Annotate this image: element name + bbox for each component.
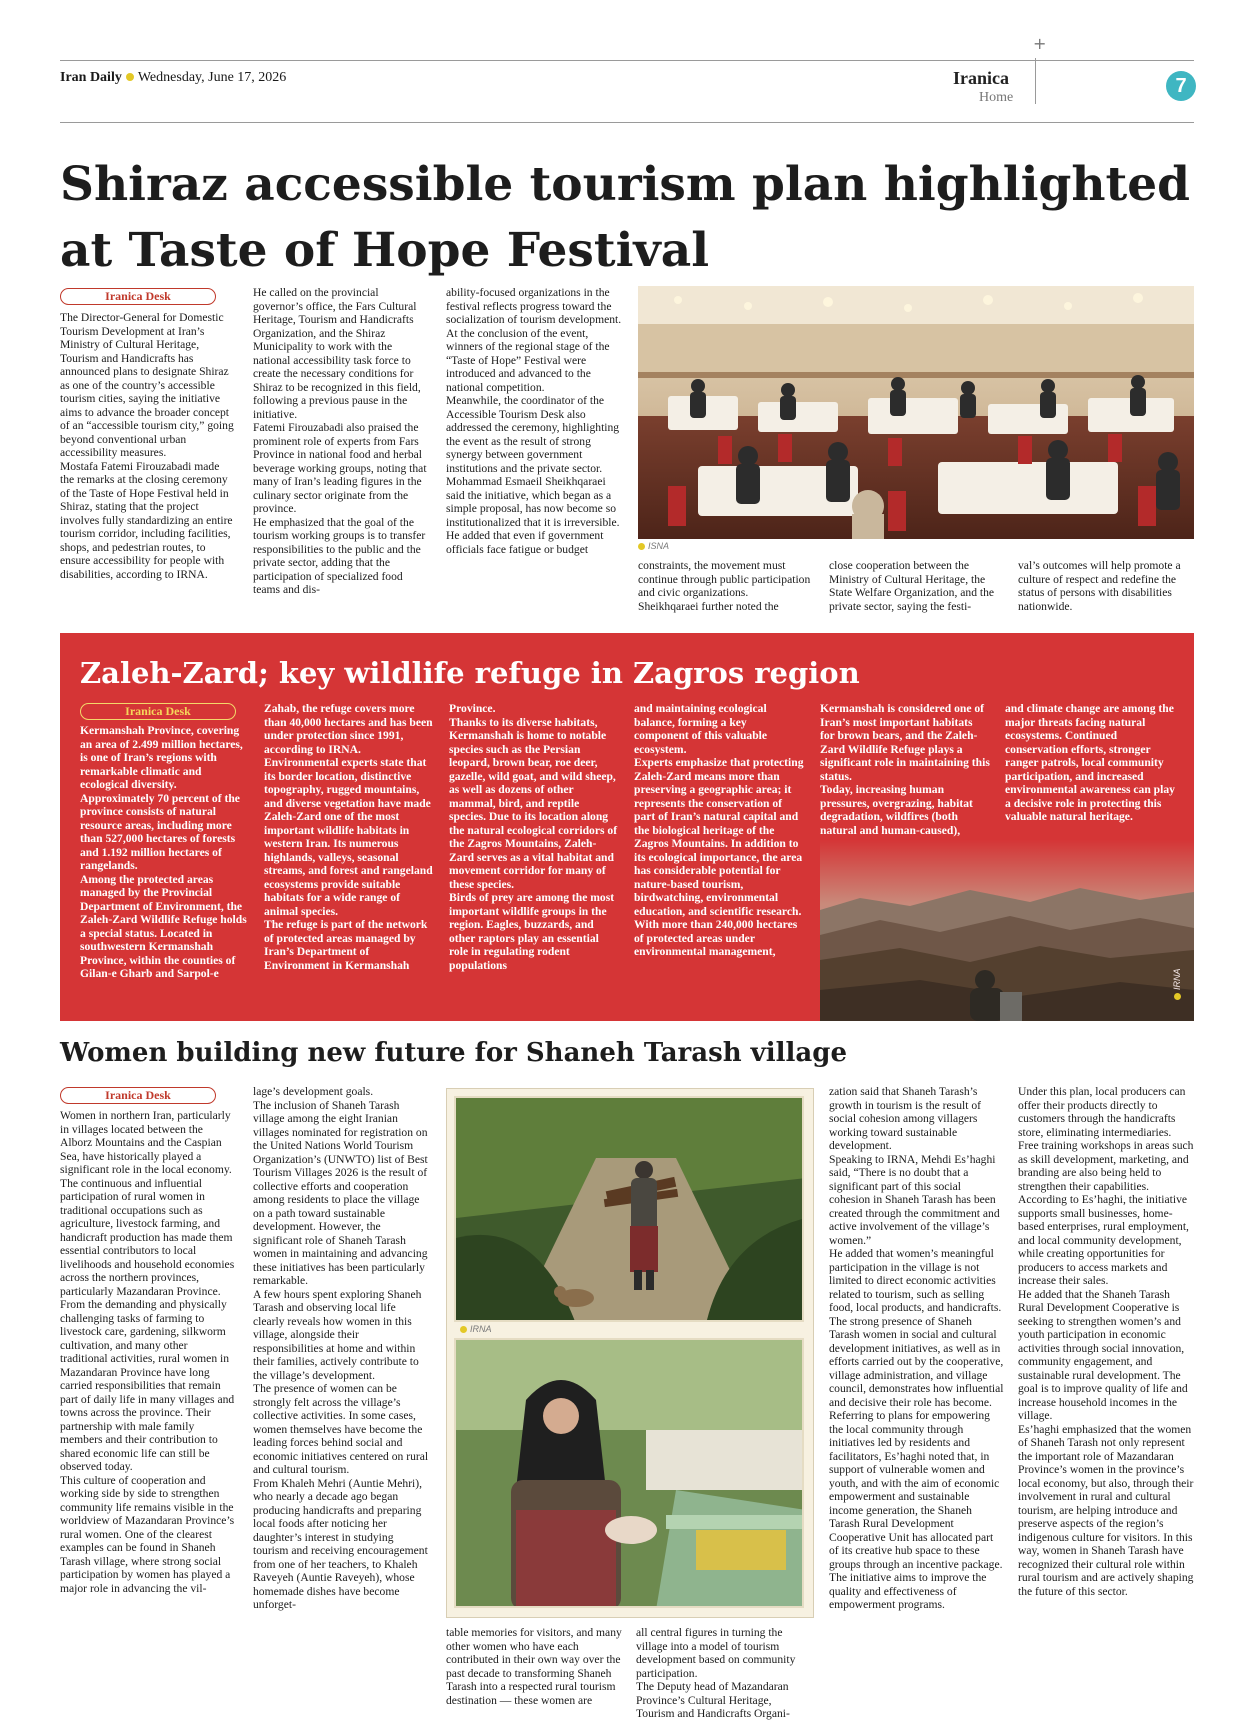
paragraph: From the demanding and physically challenging tasks of farming to livestock care, gardening, silkworm cultivation, and many other traditional activities, rural women in Mazandaran Province have long carried responsibilities that remain part of daily life in many villages and towns across the province. Their partnership with male family members and their contribution to shared economic life can still be observed today. <box>60 1298 235 1473</box>
paragraph: ability-focused organizations in the festival reflects progress toward the socialization of tourism development. <box>446 286 622 326</box>
paragraph: Mohammad Esmaeil Sheikhqaraei said the initiative, which began as a simple proposal, has now become so institutionalized that it is irreversible. <box>446 475 620 529</box>
paragraph: Zahab, the refuge covers more than 40,000 hectares and has been under protection since 1991, according to IRNA. <box>264 702 433 756</box>
woman-preparing-food-photo <box>454 1338 804 1608</box>
article2-column-6 <box>1005 702 1175 824</box>
mountain-landscape-illustration <box>820 840 1194 1021</box>
paragraph: He added that the Shaneh Tarash Rural Development Cooperative is seeking to strengthen women’s and youth participation in economic activities through social innovation, community engagement, and sustainable rural development. The goal is to improve quality of life and increase household incomes in the village. <box>1018 1287 1188 1422</box>
paragraph: The inclusion of Shaneh Tarash village among the eight Iranian villages nominated for registration on the United Nations World Tourism Organization’s (UNWTO) list of Best Tourism Villages 2026 is the result of collective efforts and cooperation among residents to place the village on a path toward sustainable development. However, the significant role of Shaneh Tarash women in maintaining and advancing these initiatives has been particularly remarkable. <box>253 1098 428 1287</box>
paragraph: val’s outcomes will help promote a culture of respect and redefine the status of persons with disabilities nationwide. <box>1018 559 1181 613</box>
top-rule <box>60 60 1194 61</box>
masthead-divider <box>1035 58 1036 104</box>
woman-working-illustration <box>456 1340 804 1608</box>
paragraph: Mostafa Fatemi Firouzabadi made the remarks at the closing ceremony of the Taste of Hope Festival held in Shiraz, stating that the project involves fully standardizing an entire tourism corridor, including facilities, shops, and pedestrian routes, to ensure accessibility for people with disabilities, according to IRNA. <box>60 459 233 581</box>
paper-name: Iran Daily <box>60 70 122 85</box>
paragraph: Kermanshah is considered one of Iran’s most important habitats for brown bears, and the Zaleh-Zard Wildlife Refuge plays a significant role in maintaining this status. <box>820 702 990 783</box>
article2-column-1 <box>80 703 250 981</box>
paragraph: close cooperation between the Ministry of Cultural Heritage, the State Welfare Organization, and the private sector, saying the festi- <box>829 559 995 613</box>
paragraph: Sheikhqaraei further noted the <box>638 599 779 613</box>
paragraph: From Khaleh Mehri (Auntie Mehri), who nearly a decade ago began producing handicrafts and preparing local foods after noticing her daughter’s interest in studying tourism and receiving encouragement from one of her teachers, to Khaleh Raveyeh (Auntie Raveyeh), whose homemade dishes have become unforget- <box>253 1476 428 1611</box>
yellow-dot-icon <box>460 1326 467 1333</box>
paragraph: Kermanshah Province, covering an area of 2.499 million hectares, is one of Iran’s regions with remarkable climatic and ecological diversity. Approximately 70 percent of the province consists of natural resource areas, including more than 527,000 hectares of forests and 1.192 million hectares of rangelands. <box>80 724 243 872</box>
article1-headline-line2: at Taste of Hope Festival <box>60 223 710 278</box>
paragraph: Fatemi Firouzabadi also praised the prominent role of experts from Fars Province in national food and herbal beverage working groups, noting that many of Iran’s leading figures in the culinary sector originate from the province. <box>253 421 427 515</box>
paragraph: Among the protected areas managed by the Provincial Department of Environment, the Zaleh-Zard Wildlife Refuge holds a special status. Located in southwestern Kermanshah Province, within the counties of Gilan-e Gharb and Sarpol-e <box>80 872 247 980</box>
paragraph: He added that even if government officials face fatigue or budget <box>446 529 604 556</box>
paragraph: This culture of cooperation and working side by side to strengthen community life remains visible in the worldview of Mazandaran Province’s rural women. One of the clearest examples can be found in Shaneh Tarash village, where strong social participation by women has played a major role in advancing the vil- <box>60 1473 235 1595</box>
article3-column-3 <box>446 1626 622 1707</box>
article3-column-5 <box>829 1085 1005 1612</box>
paragraph: The Director-General for Domestic Tourism Development at Iran’s Ministry of Cultural Heritage, Tourism and Handicrafts has announced plans to designate Shiraz as one of the country’s accessible tourism cities, saying the initiative aims to advance the broader concept of an “accessible tourism city,” going beyond conventional urban accessibility measures. <box>60 311 234 459</box>
article1-desk-badge: Iranica Desk <box>60 288 216 305</box>
paragraph: A few hours spent exploring Shaneh Tarash and observing local life clearly reveals how women in this village, alongside their responsibilities at home and within their families, actively contribute to the village’s development. <box>253 1287 422 1382</box>
crop-mark-plus: + <box>1033 34 1047 53</box>
article1-column-6 <box>1018 559 1194 613</box>
article2-headline: Zaleh-Zard; key wildlife refuge in Zagros region <box>80 656 860 690</box>
paragraph: He emphasized that the goal of the tourism working groups is to transfer responsibilities to the public and the private sector, adding that the participation of specialized food teams and dis- <box>253 515 426 596</box>
paragraph: zation said that Shaneh Tarash’s growth in tourism is the result of social cohesion among villagers working toward sustainable development. <box>829 1085 981 1152</box>
credit-text: ISNA <box>648 541 670 551</box>
article1-headline <box>60 152 1200 284</box>
paragraph: Today, increasing human pressures, overgrazing, habitat degradation, wildfires (both natural and human-caused), <box>820 783 973 837</box>
paragraph: According to Es’haghi, the initiative supports small businesses, home-based enterprises, rural employment, and local community development, while creating opportunities for producers to access markets and increase their sales. <box>1018 1193 1189 1287</box>
article2-column-3 <box>449 702 619 972</box>
zagros-mountains-photo <box>820 840 1194 1021</box>
paragraph: Environmental experts state that its border location, distinctive topography, rugged mountains, and diverse vegetation have made Zaleh-Zard one of the most important wildlife habitats in western Iran. Its numerous highlands, valleys, seasonal streams, and forest and rangeland ecosystems provide suitable habitats for a wide range of animal species. <box>264 756 433 918</box>
woman-carrying-firewood-photo <box>454 1096 804 1322</box>
paragraph: With more than 240,000 hectares of protected areas under environmental management, <box>634 918 798 958</box>
article1-column-4 <box>638 559 814 613</box>
page-number-badge: 7 <box>1166 71 1196 101</box>
article2-column-2 <box>264 702 434 972</box>
credit-text: IRNA <box>1172 968 1182 990</box>
paragraph: He called on the provincial governor’s office, the Fars Cultural Heritage, Tourism and Handicrafts Organization, and the Shiraz Municipality to work with the national accessibility task force to create the necessary conditions for Shiraz to be recognized in this field, following a previous pause in the initiative. <box>253 286 421 421</box>
paragraph: Experts emphasize that protecting Zaleh-Zard means more than preserving a geographic area; it represents the conservation of part of Iran’s natural capital and the biological heritage of the Zagros Mountains. In addition to its ecological importance, the area has considerable potential for nature-based tourism, birdwatching, environmental education, and scientific research. <box>634 756 804 918</box>
yellow-dot-icon <box>1174 993 1181 1000</box>
article3-column-1 <box>60 1087 236 1595</box>
paragraph: Birds of prey are among the most important wildlife groups in the region. Eagles, buzzards, and other raptors play an essential role in regulating rodent populations <box>449 891 615 972</box>
subsection-name: Home <box>979 90 1014 105</box>
paragraph: At the conclusion of the event, winners of the regional stage of the “Taste of Hope” Festival were introduced and advanced to the national competition. <box>446 326 610 394</box>
paragraph: lage’s development goals. <box>253 1085 374 1098</box>
section-name: Iranica <box>953 68 1009 88</box>
article1-headline-line1: Shiraz accessible tourism plan highlighted <box>60 157 1190 212</box>
article2-column-4 <box>634 702 804 959</box>
article3-column-2 <box>253 1085 429 1612</box>
paragraph: Thanks to its diverse habitats, Kermanshah is home to notable species such as the Persian leopard, brown bear, roe deer, gazelle, wild goat, and wild sheep, as well as dozens of other mammal, bird, and reptile species. Due to its location along the natural ecological corridors of the Zagros Mountains, Zaleh-Zard serves as a vital habitat and movement corridor for many of these species. <box>449 715 618 891</box>
credit-text: IRNA <box>470 1324 492 1334</box>
article3-column-4 <box>636 1626 812 1721</box>
article1-photo-credit <box>638 541 669 551</box>
paragraph: Under this plan, local producers can offer their products directly to customers through the handicrafts store, eliminating intermediaries. Free training workshops in areas such as skill development, marketing, and branding are also being held to strengthen their capabilities. <box>1018 1085 1194 1193</box>
paragraph: Women in northern Iran, particularly in villages located between the Alborz Mountains and the Caspian Sea, have historically played a significant role in the local economy. <box>60 1109 232 1176</box>
article3-headline: Women building new future for Shaneh Tarash village <box>60 1038 847 1068</box>
yellow-dot-icon <box>638 543 645 550</box>
article2-column-5 <box>820 702 990 837</box>
paragraph: Meanwhile, the coordinator of the Accessible Tourism Desk also addressed the ceremony, highlighting the event as the result of strong synergy between government institutions and the private sector. <box>446 394 620 475</box>
yellow-dot-icon <box>126 73 134 81</box>
paragraph: The continuous and influential participation of rural women in traditional occupations such as agriculture, livestock farming, and handicraft production has made them essential contributors to local livelihoods and household economies across the northern provinces, particularly Mazandaran Province. <box>60 1176 235 1298</box>
masthead-bottom-rule <box>60 122 1194 123</box>
article1-column-2 <box>253 286 429 597</box>
article3-desk-badge: Iranica Desk <box>60 1087 216 1104</box>
article1-column-3 <box>446 286 622 556</box>
article2-photo-credit <box>1172 968 1182 1000</box>
paragraph: and maintaining ecological balance, forming a key component of this valuable ecosystem. <box>634 702 768 756</box>
paragraph: Es’haghi emphasized that the women of Shaneh Tarash not only represent the important role of Mazandaran Province’s women in the province’s local economy, but also, through their involvement in rural and cultural tourism, are helping introduce and preserve aspects of the region’s indigenous culture for visitors. In this way, women in Shaneh Tarash have recognized their cultural role within rural tourism and are actively shaping the future of this sector. <box>1018 1422 1194 1598</box>
issue-date: Wednesday, June 17, 2026 <box>137 70 287 85</box>
forest-path-illustration <box>456 1098 804 1322</box>
article3-column-6 <box>1018 1085 1194 1598</box>
article1-column-5 <box>829 559 1005 613</box>
paragraph: He added that women’s meaningful participation in the village is not limited to direct economic activities related to tourism, such as selling food, local products, and handicrafts. The strong presence of Shaneh Tarash women in social and cultural development initiatives, as well as in efforts carried out by the cooperative, village administration, and village council, demonstrates how influential and decisive their role has become. <box>829 1247 1004 1409</box>
article1-column-1 <box>60 288 236 581</box>
masthead-left <box>60 70 286 86</box>
paragraph: The Deputy head of Mazandaran Province’s Cultural Heritage, Tourism and Handicrafts Organi- <box>636 1680 790 1720</box>
article3-photo-credit <box>460 1324 492 1334</box>
paragraph: Speaking to IRNA, Mehdi Es’haghi said, “There is no doubt that a significant part of this social cohesion in Shaneh Tarash has been created through the commitment and active involvement of the village’s women.” <box>829 1152 1000 1247</box>
paragraph: The refuge is part of the network of protected areas managed by Iran’s Department of Environment in Kermanshah <box>264 918 428 972</box>
paragraph: The presence of women can be strongly felt across the village’s collective activities. In some cases, women themselves have become the leading forces behind social and economic initiatives centered on rural and cultural tourism. <box>253 1382 429 1476</box>
paragraph: and climate change are among the major threats facing natural ecosystems. Continued conservation efforts, stronger ranger patrols, local community participation, and increased environmental awareness can play a decisive role in protecting this valuable natural heritage. <box>1005 702 1175 823</box>
paragraph: Referring to plans for empowering the local community through initiatives led by residents and facilitators, Es’haghi noted that, in support of vulnerable women and youth, and with the aim of economic empowerment and sustainable income generation, the Shaneh Tarash Rural Development Cooperative Unit has allocated part of its creative hub space to these groups through an incentive package. The initiative aims to improve the quality and effectiveness of empowerment programs. <box>829 1409 1003 1611</box>
article2-desk-badge: Iranica Desk <box>80 703 236 720</box>
festival-hall-illustration <box>638 286 1194 539</box>
festival-hall-photo <box>638 286 1194 539</box>
paragraph: table memories for visitors, and many other women who have each contributed in their own way over the past decade to transforming Shaneh Tarash into a respected rural tourism destination — these women are <box>446 1626 622 1707</box>
paragraph: Province. <box>449 702 496 715</box>
paragraph: all central figures in turning the village into a model of tourism development based on community participation. <box>636 1626 796 1680</box>
paragraph: constraints, the movement must continue through public participation and civic organizations. <box>638 559 811 599</box>
